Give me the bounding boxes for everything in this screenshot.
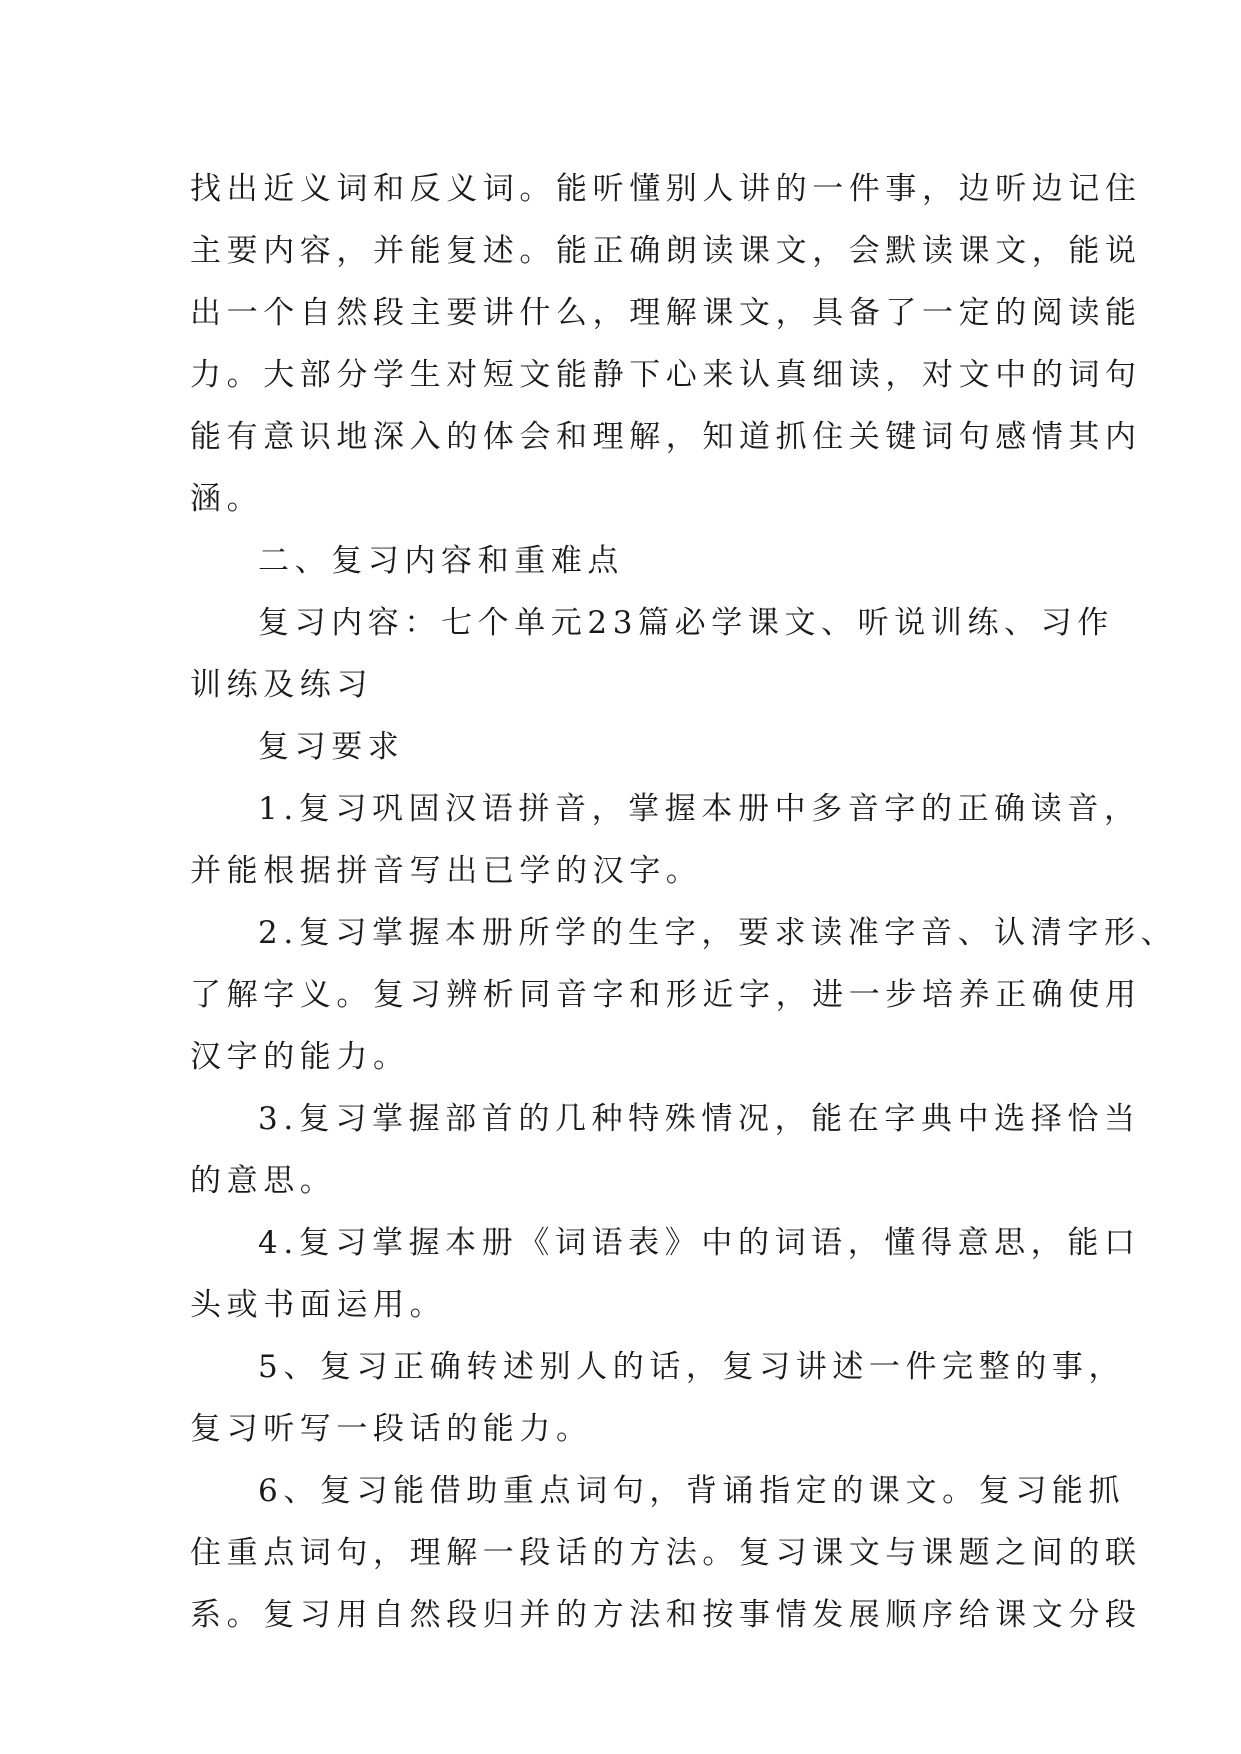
text-line: 出一个自然段主要讲什么，理解课文，具备了一定的阅读能 bbox=[190, 295, 1142, 331]
text-line: 主要内容，并能复述。能正确朗读课文，会默读课文，能说 bbox=[190, 233, 1142, 269]
text-line: 涵。 bbox=[190, 481, 264, 517]
text-line: 头或书面运用。 bbox=[190, 1287, 447, 1323]
section-heading: 二、复习内容和重难点 bbox=[258, 543, 624, 579]
text-line: 找出近义词和反义词。能听懂别人讲的一件事，边听边记住 bbox=[190, 171, 1142, 207]
subsection-heading: 复习要求 bbox=[258, 729, 405, 765]
list-item-line: 1.复习巩固汉语拼音，掌握本册中多音字的正确读音， bbox=[258, 791, 1141, 827]
list-item-line: 3.复习掌握部首的几种特殊情况，能在字典中选择恰当 bbox=[258, 1101, 1141, 1137]
text-line: 能有意识地深入的体会和理解，知道抓住关键词句感情其内 bbox=[190, 419, 1142, 455]
text-line: 复习内容：七个单元23篇必学课文、听说训练、习作 bbox=[258, 605, 1114, 641]
list-item-line: 4.复习掌握本册《词语表》中的词语，懂得意思，能口 bbox=[258, 1225, 1141, 1261]
list-item-line: 6、复习能借助重点词句，背诵指定的课文。复习能抓 bbox=[258, 1473, 1126, 1509]
text-line: 汉字的能力。 bbox=[190, 1039, 410, 1075]
document-body bbox=[190, 158, 1178, 1646]
text-line: 的意思。 bbox=[190, 1163, 337, 1199]
text-line: 系。复习用自然段归并的方法和按事情发展顺序给课文分段 bbox=[190, 1597, 1142, 1633]
text-line: 并能根据拼音写出已学的汉字。 bbox=[190, 853, 703, 889]
text-line: 力。大部分学生对短文能静下心来认真细读，对文中的词句 bbox=[190, 357, 1142, 393]
list-item-line: 2.复习掌握本册所学的生字，要求读准字音、认清字形、 bbox=[258, 915, 1178, 951]
list-item-line: 5、复习正确转述别人的话，复习讲述一件完整的事， bbox=[258, 1349, 1126, 1385]
text-line: 了解字义。复习辨析同音字和形近字，进一步培养正确使用 bbox=[190, 977, 1142, 1013]
text-line: 住重点词句，理解一段话的方法。复习课文与课题之间的联 bbox=[190, 1535, 1142, 1571]
text-line: 训练及练习 bbox=[190, 667, 373, 703]
text-line: 复习听写一段话的能力。 bbox=[190, 1411, 593, 1447]
